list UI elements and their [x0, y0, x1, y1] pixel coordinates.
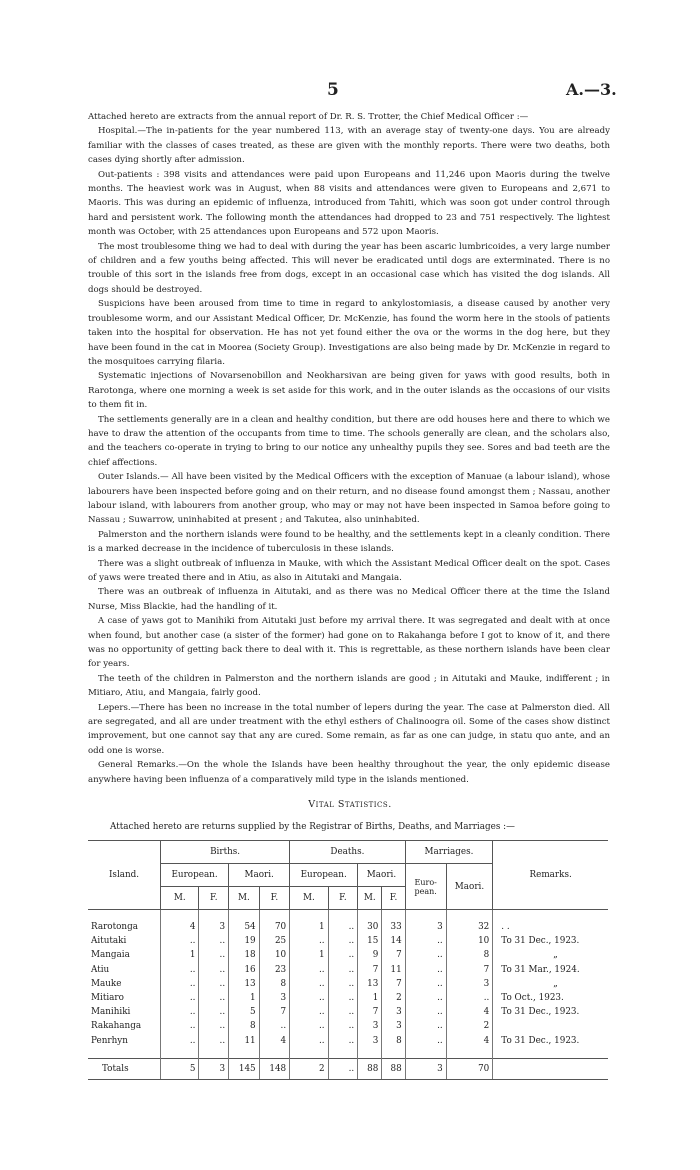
cell: ..: [328, 1034, 358, 1048]
paragraph: The settlements generally are in a clean and healthy condition, but there are odd houses here and there to which we have to draw the attention of the occupants from time to time. The schools generally are clean, and the scholars also, and the teachers co-operate in trying to bring to our notice any unhealthy pupils they see. Sores and bad teeth are the chief affections.: [88, 414, 610, 468]
island-name: Aitutaki: [91, 936, 127, 947]
cell: 3: [358, 1034, 382, 1048]
cell: 11: [229, 1034, 260, 1048]
header-f: F.: [328, 887, 358, 910]
cell: 25: [259, 934, 290, 948]
paragraph: A case of yaws got to Manihiki from Aitutaki just before my arrival there. It was segregated and dealt with at once when found, but another case (a sister of the former) had gone on to Rakahanga before I got to know of it, and there was no opportunity of getting back there to deal with it. This is regrettable, as these northern islands have been clear for years.: [88, 616, 610, 670]
cell: 7: [446, 963, 493, 977]
paragraph: Systematic injections of Novarsenobillon and Neokharsivan are being given for yaws with good results, both in Rarotonga, where one morning a week is set aside for this work, and in the outer islands as the occasions of our visits to them fit in.: [88, 371, 610, 411]
cell: 3: [382, 1019, 405, 1033]
cell: 7: [382, 948, 405, 962]
paragraph: Hospital.—The in-patients for the year numbered 113, with an average stay of twenty-one days. You are already familiar with the classes of cases treated, as these are given with the monthly reports. There were two deaths, both cases dying shortly after admission.: [88, 126, 610, 166]
cell: ..: [405, 1005, 446, 1019]
paragraph: Lepers.—There has been no increase in the total number of lepers during the year. The case at Palmerston died. All are segregated, and all are under treatment with the ethyl esthers of Chalinoogra oil. Some of the cases show distinct improvement, but one cannot say that any are cured. Some remain, as far as one can judge, in statu quo ante, and an odd one is worse.: [88, 702, 610, 756]
total-cell: 148: [259, 1058, 290, 1079]
cell: 16: [229, 963, 260, 977]
cell: ..: [199, 991, 229, 1005]
remarks-cell: To 31 Dec., 1923.: [493, 934, 608, 948]
header-marriages-european: Euro-pean.: [405, 864, 446, 910]
remarks-cell: „: [493, 948, 608, 962]
totals-row: [88, 1058, 608, 1079]
remarks-cell: To Oct., 1923.: [493, 991, 608, 1005]
paragraph: General Remarks.—On the whole the Islands have been healthy throughout the year, the only epidemic disease anywhere having been influenza of a comparatively mild type in the islands mentioned.: [88, 760, 610, 785]
cell: 1: [229, 991, 260, 1005]
cell: 4: [446, 1005, 493, 1019]
paragraph: Suspicions have been aroused from time to time in regard to ankylostomiasis, a disease caused by another very troublesome worm, and our Assistant Medical Officer, Dr. McKenzie, has found the worm here in the stools of patients taken into the hospital for observation. He has not yet found either the ova or the worms in the dog here, but they have been found in the cat in Moorea (Society Group). Investigations are also being made by Dr. McKenzie in regard to the mosquitoes carrying filaria.: [88, 299, 610, 367]
island-name: Mangaia: [91, 950, 130, 961]
cell: ..: [161, 1005, 199, 1019]
island-name: Rarotonga: [91, 922, 138, 933]
cell: 5: [229, 1005, 260, 1019]
cell: ..: [405, 934, 446, 948]
total-cell: 88: [358, 1058, 382, 1079]
report-body: [88, 110, 610, 787]
cell: 2: [382, 991, 405, 1005]
cell: 15: [358, 934, 382, 948]
remarks-cell: To 31 Dec., 1923.: [493, 1034, 608, 1048]
table-body: [88, 910, 608, 1080]
paragraph: Attached hereto are extracts from the annual report of Dr. R. S. Trotter, the Chief Medical Officer :—: [88, 112, 529, 122]
cell: 7: [358, 1005, 382, 1019]
paragraph: Outer Islands.— All have been visited by the Medical Officers with the exception of Manuae (a labour island), whose labourers have been inspected before going and on their return, and no disease found amongst them ; Nassau, another labour island, with labourers from another group, who may or may not have been inspected in Samoa before going to Nassau ; Suwarrow, uninhabited at present ; and Takutea, also uninhabited.: [88, 472, 610, 526]
cell: ..: [259, 1019, 290, 1033]
cell: 18: [229, 948, 260, 962]
cell: ..: [199, 934, 229, 948]
cell: 2: [446, 1019, 493, 1033]
cell: 4: [446, 1034, 493, 1048]
total-cell: 88: [382, 1058, 405, 1079]
cell: ..: [328, 991, 358, 1005]
total-cell: 3: [199, 1058, 229, 1079]
cell: 7: [382, 977, 405, 991]
section-title: Vital Statistics.: [308, 799, 392, 810]
cell: ..: [161, 934, 199, 948]
cell: 14: [382, 934, 405, 948]
cell: ..: [405, 977, 446, 991]
cell: 3: [259, 991, 290, 1005]
table-row: [88, 1005, 608, 1019]
header-f: F.: [382, 887, 405, 910]
cell: 54: [229, 920, 260, 934]
cell: 8: [446, 948, 493, 962]
table-row: [88, 963, 608, 977]
total-cell: 70: [446, 1058, 493, 1079]
cell: 8: [382, 1034, 405, 1048]
total-cell: 2: [290, 1058, 328, 1079]
cell: 70: [259, 920, 290, 934]
cell: 1: [290, 920, 328, 934]
total-cell: 3: [405, 1058, 446, 1079]
cell: ..: [199, 948, 229, 962]
cell: ..: [446, 991, 493, 1005]
cell: 13: [229, 977, 260, 991]
paragraph: The teeth of the children in Palmerston and the northern islands are good ; in Aitutaki and Mauke, indifferent ; in Mitiaro, Atiu, and Mangaia, fairly good.: [88, 673, 610, 699]
document-reference: A.—3.: [566, 80, 617, 99]
header-deaths-european: European.: [290, 864, 358, 887]
vital-statistics-table: [88, 840, 608, 1080]
cell: 10: [446, 934, 493, 948]
page-number: 5: [327, 80, 339, 100]
table-row: [88, 1034, 608, 1048]
cell: ..: [328, 977, 358, 991]
total-cell: 5: [161, 1058, 199, 1079]
cell: 13: [358, 977, 382, 991]
remarks-cell: To 31 Mar., 1924.: [493, 963, 608, 977]
cell: ..: [161, 977, 199, 991]
island-name: Mitiaro: [91, 993, 124, 1004]
island-name: Penrhyn: [91, 1035, 128, 1046]
cell: ..: [290, 977, 328, 991]
header-island: Island.: [88, 841, 161, 910]
cell: ..: [290, 934, 328, 948]
cell: ..: [328, 1005, 358, 1019]
header-remarks: Remarks.: [493, 841, 608, 910]
cell: 1: [358, 991, 382, 1005]
island-name: Mauke: [91, 978, 122, 989]
paragraph: Out-patients : 398 visits and attendances were paid upon Europeans and 11,246 upon Maoris during the twelve months. The heaviest work was in August, when 88 visits and attendances were given to Europeans and 2,671 to Maoris. This was during an epidemic of influenza, introduced from Tahiti, which was soon got under control through hard and persistent work. The following month the attendances had dropped to 23 and 751 respectively. The lightest month was October, with 25 attendances upon Europeans and 572 upon Maoris.: [88, 169, 610, 238]
cell: 3: [358, 1019, 382, 1033]
cell: ..: [161, 963, 199, 977]
header-marriages: Marriages.: [405, 841, 493, 864]
remarks-cell: [493, 1058, 608, 1079]
remarks-cell: To 31 Dec., 1923.: [493, 1005, 608, 1019]
header-m: M.: [358, 887, 382, 910]
cell: ..: [290, 1019, 328, 1033]
table-row: [88, 934, 608, 948]
cell: ..: [405, 991, 446, 1005]
cell: 19: [229, 934, 260, 948]
cell: 3: [382, 1005, 405, 1019]
cell: ..: [405, 948, 446, 962]
cell: 8: [259, 977, 290, 991]
header-f: F.: [199, 887, 229, 910]
cell: ..: [328, 934, 358, 948]
table-row: [88, 920, 608, 934]
totals-label: Totals: [88, 1058, 161, 1079]
table-row: [88, 948, 608, 962]
cell: 1: [290, 948, 328, 962]
header-births: Births.: [161, 841, 290, 864]
cell: ..: [290, 1005, 328, 1019]
cell: ..: [199, 1019, 229, 1033]
cell: 1: [161, 948, 199, 962]
header-births-european: European.: [161, 864, 229, 887]
header-deaths: Deaths.: [290, 841, 406, 864]
cell: 3: [199, 920, 229, 934]
header-marriages-maori: Maori.: [446, 864, 493, 910]
paragraph: There was an outbreak of influenza in Aitutaki, and as there was no Medical Officer there at the time the Island Nurse, Miss Blackie, had the handling of it.: [88, 587, 610, 612]
cell: 33: [382, 920, 405, 934]
cell: 9: [358, 948, 382, 962]
cell: ..: [405, 1034, 446, 1048]
cell: 23: [259, 963, 290, 977]
total-cell: ..: [328, 1058, 358, 1079]
cell: ..: [405, 963, 446, 977]
cell: 8: [229, 1019, 260, 1033]
cell: 11: [382, 963, 405, 977]
cell: ..: [328, 920, 358, 934]
table-row: [88, 1019, 608, 1033]
cell: ..: [199, 963, 229, 977]
header-f: F.: [259, 887, 290, 910]
remarks-cell: [493, 1019, 608, 1033]
cell: 10: [259, 948, 290, 962]
cell: ..: [290, 991, 328, 1005]
cell: ..: [161, 991, 199, 1005]
cell: ..: [290, 1034, 328, 1048]
cell: ..: [328, 963, 358, 977]
cell: ..: [161, 1019, 199, 1033]
cell: ..: [290, 963, 328, 977]
island-name: Atiu: [91, 964, 110, 975]
cell: ..: [328, 948, 358, 962]
paragraph: The most troublesome thing we had to deal with during the year has been ascaric lumbricoides, a very large number of children and a few youths being affected. This will never be eradicated until dogs are exterminated. There is no trouble of this sort in the islands free from dogs, except in an occasional case which has visited the dog islands. All dogs should be destroyed.: [88, 241, 610, 295]
cell: 4: [259, 1034, 290, 1048]
header-m: M.: [229, 887, 260, 910]
cell: 30: [358, 920, 382, 934]
cell: ..: [161, 1034, 199, 1048]
section-intro: Attached hereto are returns supplied by the Registrar of Births, Deaths, and Marriages :—: [110, 822, 515, 832]
total-cell: 145: [229, 1058, 260, 1079]
table-row: [88, 977, 608, 991]
table-row: [88, 991, 608, 1005]
cell: ..: [328, 1019, 358, 1033]
header-deaths-maori: Maori.: [358, 864, 405, 887]
cell: ..: [405, 1019, 446, 1033]
cell: ..: [199, 1034, 229, 1048]
cell: 32: [446, 920, 493, 934]
island-name: Manihiki: [91, 1007, 131, 1018]
cell: ..: [199, 1005, 229, 1019]
cell: 4: [161, 920, 199, 934]
header-m: M.: [290, 887, 328, 910]
header-m: M.: [161, 887, 199, 910]
remarks-cell: . .: [493, 920, 608, 934]
paragraph: There was a slight outbreak of influenza in Mauke, with which the Assistant Medical Officer dealt on the spot. Cases of yaws were treated there and in Atiu, as also in Aitutaki and Mangaia.: [88, 558, 610, 583]
header-births-maori: Maori.: [229, 864, 290, 887]
cell: ..: [199, 977, 229, 991]
cell: 3: [405, 920, 446, 934]
cell: 3: [446, 977, 493, 991]
paragraph: Palmerston and the northern islands were found to be healthy, and the settlements kept in a cleanly condition. There is a marked decrease in the incidence of tuberculosis in these islands.: [88, 529, 610, 555]
remarks-cell: „: [493, 977, 608, 991]
island-name: Rakahanga: [91, 1021, 142, 1032]
cell: 7: [358, 963, 382, 977]
cell: 7: [259, 1005, 290, 1019]
